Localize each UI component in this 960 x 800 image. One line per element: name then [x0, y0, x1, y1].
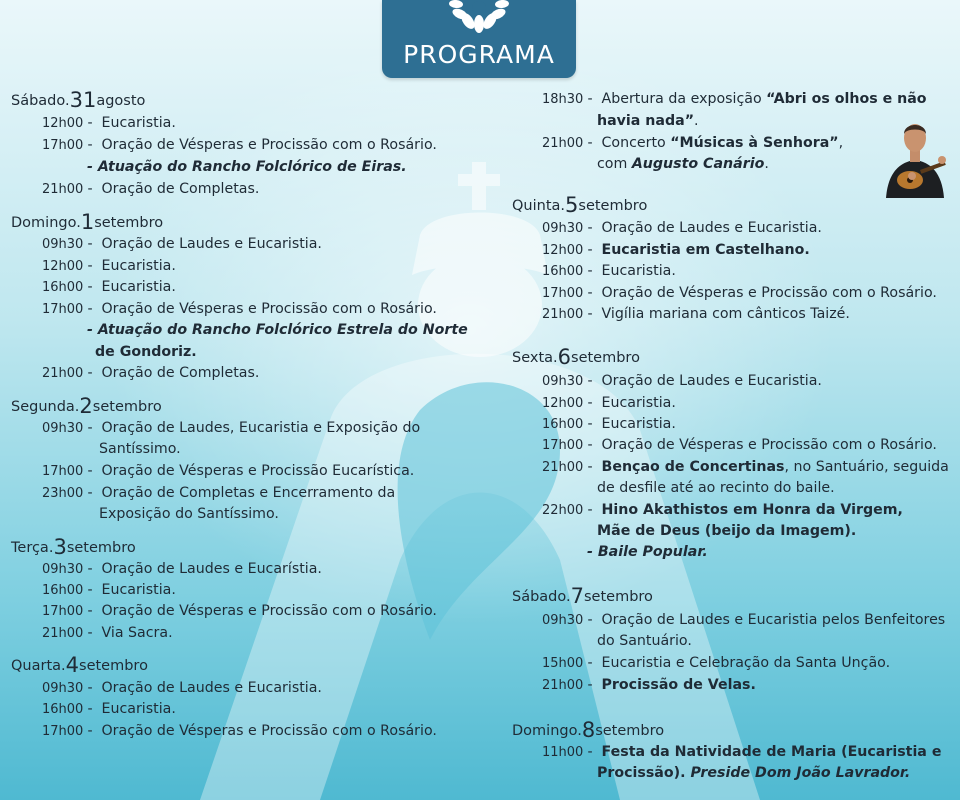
day-header: Sexta.6setembro [512, 345, 640, 369]
schedule-row-cont: do Santuário. [597, 633, 692, 649]
schedule-row: 15h00 - Eucaristia e Celebração da Santa Unção. [542, 655, 891, 671]
schedule-row: 16h00 - Eucaristia. [42, 582, 176, 598]
schedule-row: 09h30 - Oração de Laudes e Eucaristia pelos Benfeitores [542, 612, 946, 628]
day-header: Terça.3setembro [11, 535, 136, 559]
schedule-row-cont: Exposição do Santíssimo. [99, 506, 279, 522]
day-header: Domingo.8setembro [512, 718, 665, 742]
schedule-row-cont: havia nada”. [597, 113, 699, 129]
schedule-row: 17h00 - Oração de Vésperas e Procissão com o Rosário. [542, 285, 937, 301]
schedule-row-cont: com Augusto Canário. [597, 156, 769, 172]
schedule-row: 16h00 - Eucaristia. [542, 263, 676, 279]
schedule-row: 21h00 - Vigília mariana com cânticos Taizé. [542, 306, 850, 322]
schedule-row: 16h00 - Eucaristia. [42, 279, 176, 295]
schedule-row: 22h00 - Hino Akathistos em Honra da Virgem, [542, 502, 903, 518]
schedule-row: 23h00 - Oração de Completas e Encerramento da [42, 485, 396, 501]
schedule-row: 21h00 - Oração de Completas. [42, 181, 260, 197]
programa-banner [382, 0, 576, 78]
schedule-row: 12h00 - Eucaristia em Castelhano. [542, 242, 810, 258]
schedule-row: 21h00 - Oração de Completas. [42, 365, 260, 381]
schedule-row-cont: de desfile até ao recinto do baile. [597, 480, 835, 496]
guitarist-photo [880, 108, 950, 198]
schedule-row: 18h30 - Abertura da exposição “Abri os olhos e não [542, 91, 927, 107]
schedule-row: 16h00 - Eucaristia. [542, 416, 676, 432]
schedule-row: 21h00 - Via Sacra. [42, 625, 173, 641]
schedule-row: 21h00 - Procissão de Velas. [542, 677, 756, 693]
schedule-row-cont: Procissão). Preside Dom João Lavrador. [597, 765, 911, 781]
schedule-row: 11h00 - Festa da Natividade de Maria (Eucaristia e [542, 744, 942, 760]
banner-title: PROGRAMA [403, 40, 555, 69]
schedule-row: 09h30 - Oração de Laudes e Eucaristia. [542, 220, 822, 236]
schedule-row: 17h00 - Oração de Vésperas e Procissão com o Rosário. [42, 137, 437, 153]
schedule-row: 17h00 - Oração de Vésperas e Procissão com o Rosário. [42, 301, 437, 317]
flower-icon [444, 0, 514, 34]
schedule-row: 09h30 - Oração de Laudes, Eucaristia e Exposição do [42, 420, 421, 436]
day-header: Quarta.4setembro [11, 653, 148, 677]
schedule-row: 09h30 - Oração de Laudes e Eucaristia. [42, 236, 322, 252]
schedule-row: 21h00 - Bençao de Concertinas, no Santuário, seguida [542, 459, 949, 475]
schedule-row: 09h30 - Oração de Laudes e Eucaristia. [42, 680, 322, 696]
schedule-row: 21h00 - Concerto “Músicas à Senhora”, [542, 135, 844, 151]
schedule-note: de Gondoriz. [95, 344, 197, 360]
schedule-row: 09h30 - Oração de Laudes e Eucarístia. [42, 561, 322, 577]
schedule-row-cont: Santíssimo. [99, 441, 181, 457]
schedule-row: 09h30 - Oração de Laudes e Eucaristia. [542, 373, 822, 389]
schedule-note: - Baile Popular. [587, 544, 708, 560]
schedule-note: - Atuação do Rancho Folclórico Estrela do Norte [87, 322, 468, 338]
schedule-row: 17h00 - Oração de Vésperas e Procissão Eucarística. [42, 463, 415, 479]
schedule-row: 17h00 - Oração de Vésperas e Procissão com o Rosário. [42, 603, 437, 619]
schedule-row: 12h00 - Eucaristia. [42, 115, 176, 131]
schedule-row: 17h00 - Oração de Vésperas e Procissão com o Rosário. [42, 723, 437, 739]
day-header: Segunda.2setembro [11, 394, 162, 418]
day-header: Quinta.5setembro [512, 193, 648, 217]
day-header: Sábado.7setembro [512, 584, 653, 608]
schedule-note: - Atuação do Rancho Folclórico de Eiras. [87, 159, 407, 175]
schedule-row: 16h00 - Eucaristia. [42, 701, 176, 717]
schedule-row: 12h00 - Eucaristia. [42, 258, 176, 274]
schedule-row: 12h00 - Eucaristia. [542, 395, 676, 411]
schedule-row-cont: Mãe de Deus (beijo da Imagem). [597, 523, 857, 539]
day-header: Sábado.31agosto [11, 88, 146, 112]
schedule-row: 17h00 - Oração de Vésperas e Procissão com o Rosário. [542, 437, 937, 453]
day-header: Domingo.1setembro [11, 210, 164, 234]
